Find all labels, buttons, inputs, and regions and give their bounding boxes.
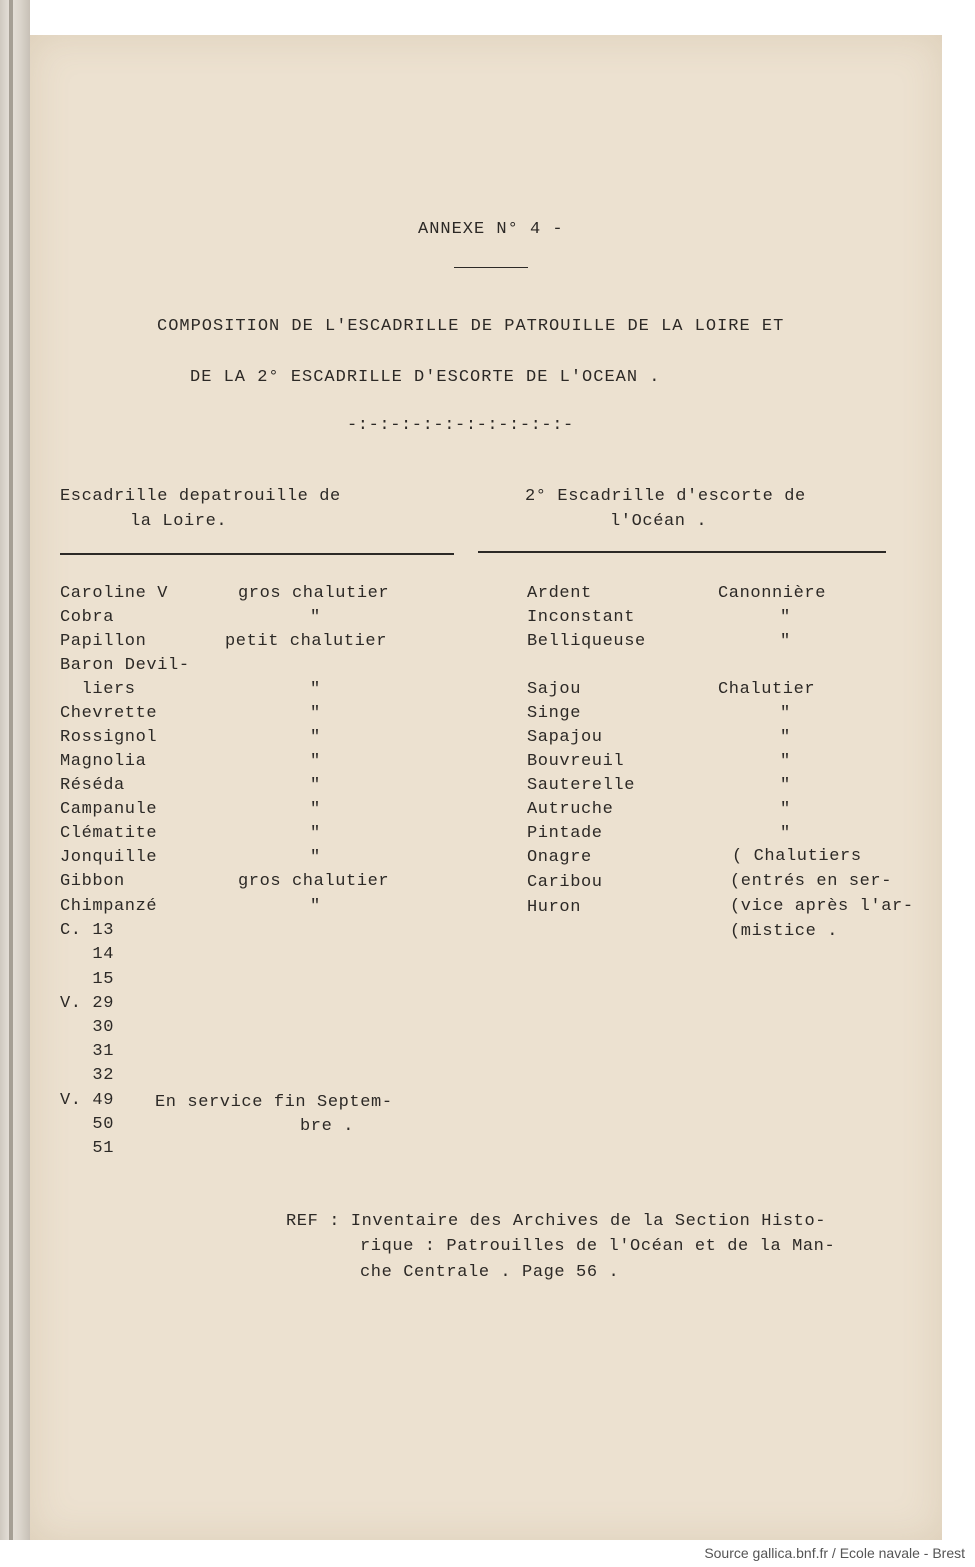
left-row-name: Jonquille — [60, 848, 158, 867]
right-row-name: Huron — [527, 898, 582, 917]
title-line-1: COMPOSITION DE L'ESCADRILLE DE PATROUILLE DE LA LOIRE ET — [157, 317, 785, 336]
right-row-type: ( Chalutiers — [732, 847, 862, 866]
left-row-type: " — [310, 608, 321, 627]
right-row-name: Bouvreuil — [527, 752, 625, 771]
right-row-type: (vice après l'ar- — [730, 897, 914, 916]
right-row-name: Inconstant — [527, 608, 636, 627]
right-row-type: " — [780, 608, 791, 627]
right-row-name: Sapajou — [527, 728, 603, 747]
left-row-name: Campanule — [60, 800, 158, 819]
right-row-type: " — [780, 728, 791, 747]
left-row-name: liers — [60, 680, 136, 699]
right-row-name: Onagre — [527, 848, 592, 867]
left-rule — [60, 553, 454, 555]
left-row-type: " — [310, 728, 321, 747]
right-heading-line-1: 2° Escadrille d'escorte de — [525, 487, 806, 506]
left-row-name: Gibbon — [60, 872, 125, 891]
left-row-name: Réséda — [60, 776, 125, 795]
left-row-type: gros chalutier — [238, 872, 390, 891]
left-row-name: 31 — [60, 1042, 115, 1061]
reference-line-1: REF : Inventaire des Archives de la Section Histo- — [286, 1212, 827, 1231]
right-row-type: (mistice . — [730, 922, 839, 941]
right-row-type: " — [780, 632, 791, 651]
right-row-type: (entrés en ser- — [730, 872, 893, 891]
left-row-type: bre . — [300, 1117, 355, 1136]
left-row-type: gros chalutier — [238, 584, 390, 603]
left-row-type: " — [310, 752, 321, 771]
title-line-2: DE LA 2° ESCADRILLE D'ESCORTE DE L'OCEAN . — [190, 368, 661, 387]
left-row-name: Caroline V — [60, 584, 169, 603]
left-row-name: Cobra — [60, 608, 115, 627]
left-row-name: Chevrette — [60, 704, 158, 723]
right-row-type: Canonnière — [718, 584, 827, 603]
right-row-name: Ardent — [527, 584, 592, 603]
right-row-name: Sajou — [527, 680, 582, 699]
right-rule — [478, 551, 886, 553]
right-row-name: Sauterelle — [527, 776, 636, 795]
left-row-type: En service fin Septem- — [155, 1093, 393, 1112]
book-binding — [0, 0, 30, 1540]
right-row-name: Caribou — [527, 873, 603, 892]
left-row-type: " — [310, 680, 321, 699]
left-row-name: Papillon — [60, 632, 147, 651]
left-row-type: " — [310, 897, 321, 916]
right-row-type: " — [780, 704, 791, 723]
left-row-type: petit chalutier — [225, 632, 388, 651]
left-row-type: " — [310, 776, 321, 795]
left-row-name: 30 — [60, 1018, 115, 1037]
left-row-type: " — [310, 704, 321, 723]
left-row-name: Chimpanzé — [60, 897, 158, 916]
right-row-name: Belliqueuse — [527, 632, 646, 651]
right-heading-line-2: l'Océan . — [610, 512, 708, 531]
right-row-type: Chalutier — [718, 680, 816, 699]
left-row-type: " — [310, 848, 321, 867]
left-row-name: V. 49 — [60, 1091, 115, 1110]
left-row-name: 15 — [60, 970, 115, 989]
left-heading-line-1: Escadrille depatrouille de — [60, 487, 341, 506]
left-row-name: 14 — [60, 945, 115, 964]
left-row-name: Rossignol — [60, 728, 158, 747]
right-row-type: " — [780, 752, 791, 771]
binding-edge — [9, 0, 13, 1540]
separator: -:-:-:-:-:-:-:-:-:-:- — [347, 416, 574, 435]
left-row-name: 50 — [60, 1115, 115, 1134]
right-row-type: " — [780, 776, 791, 795]
left-heading-line-2: la Loire. — [130, 512, 228, 531]
reference-line-3: che Centrale . Page 56 . — [360, 1263, 620, 1282]
left-row-name: Magnolia — [60, 752, 147, 771]
right-row-name: Pintade — [527, 824, 603, 843]
right-row-name: Singe — [527, 704, 582, 723]
left-row-name: Baron Devil- — [60, 656, 190, 675]
right-row-type: " — [780, 824, 791, 843]
source-credit: Source gallica.bnf.fr / Ecole navale - Brest — [704, 1545, 965, 1561]
right-row-name: Autruche — [527, 800, 614, 819]
annexe-underline — [454, 267, 528, 268]
left-row-name: 32 — [60, 1066, 115, 1085]
right-row-type: " — [780, 800, 791, 819]
left-row-name: 51 — [60, 1139, 115, 1158]
left-row-type: " — [310, 800, 321, 819]
left-row-type: " — [310, 824, 321, 843]
left-row-name: V. 29 — [60, 994, 115, 1013]
left-row-name: Clématite — [60, 824, 158, 843]
left-row-name: C. 13 — [60, 921, 115, 940]
reference-line-2: rique : Patrouilles de l'Océan et de la Man- — [360, 1237, 836, 1256]
annexe-heading: ANNEXE N° 4 - — [418, 220, 564, 239]
document-page — [30, 35, 942, 1540]
